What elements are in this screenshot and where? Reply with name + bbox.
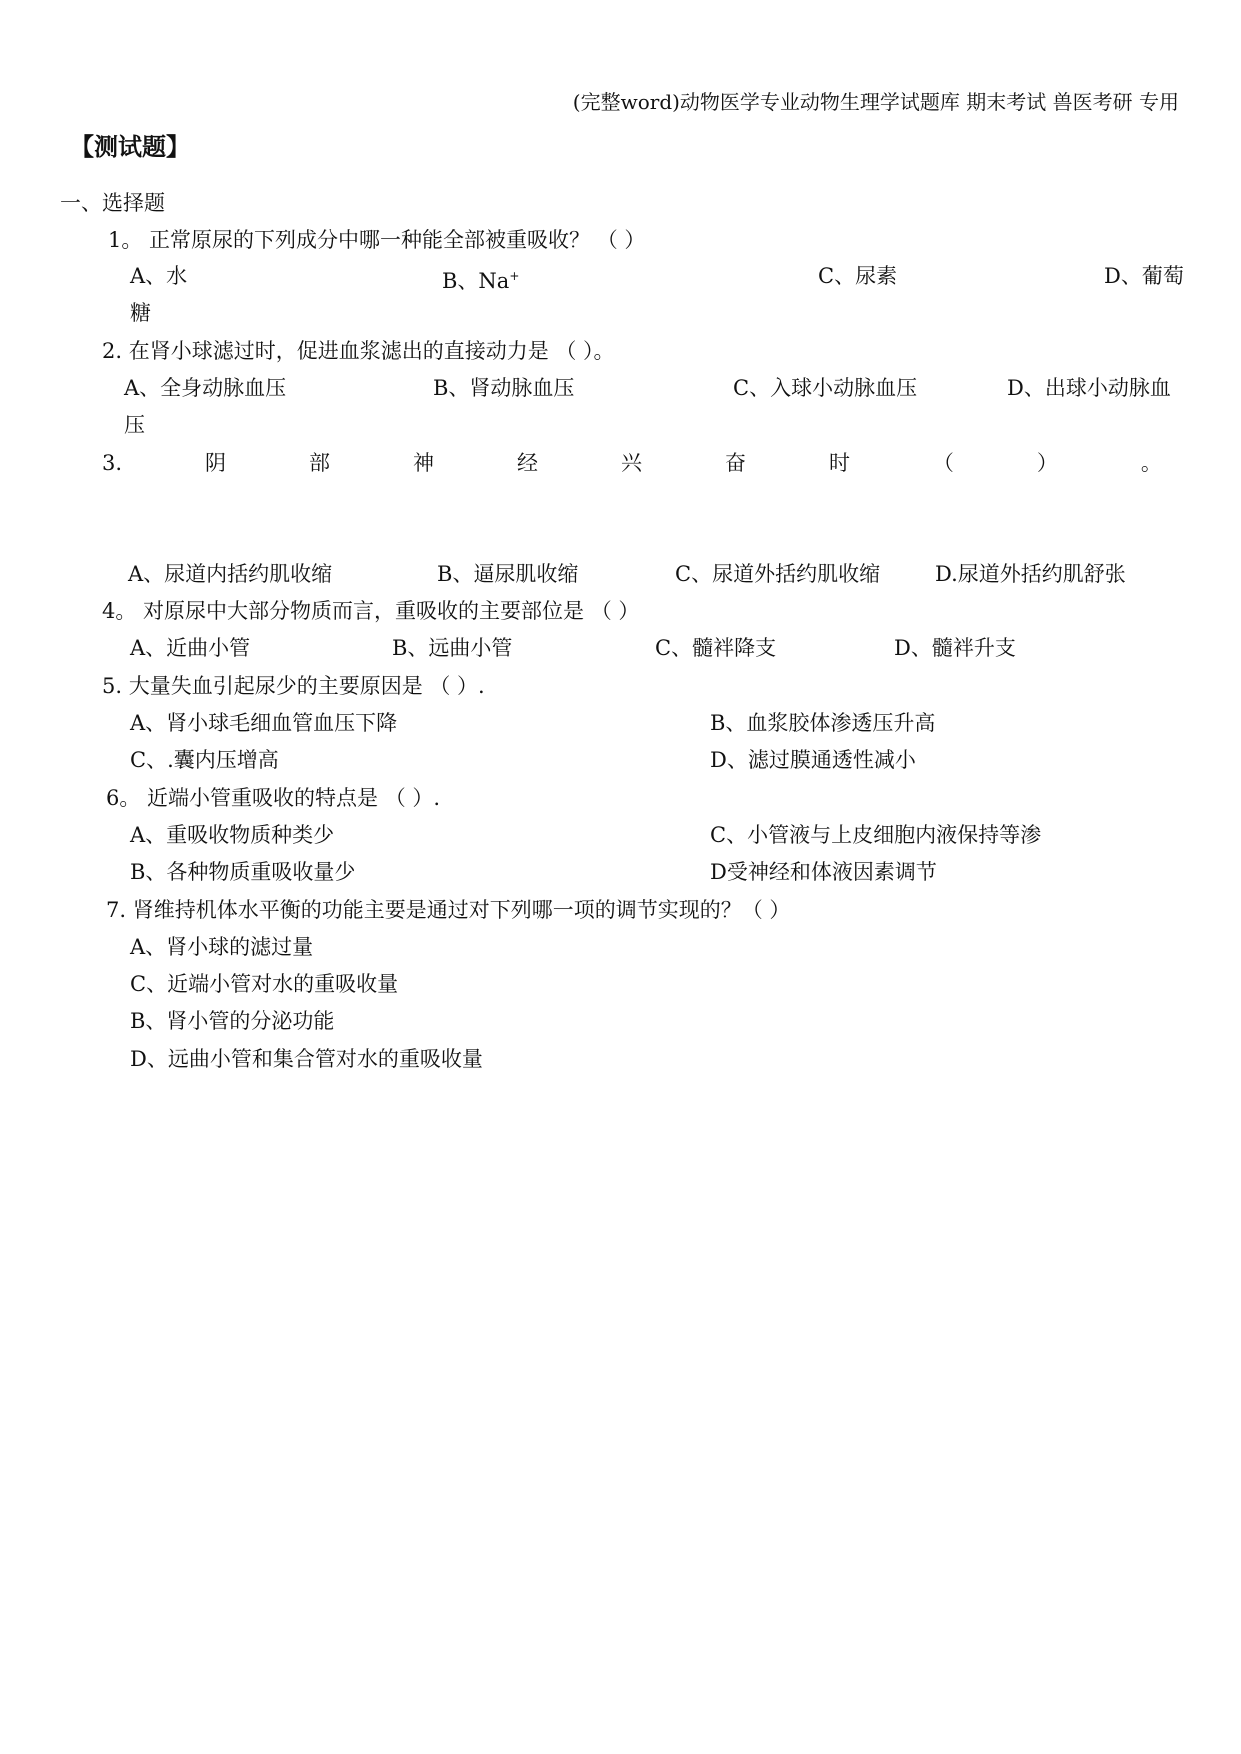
question-2-stem: 2. 在肾小球滤过时，促进血浆滤出的直接动力是 （ ）。 xyxy=(102,339,615,363)
question-3-option-c: C、尿道外括约肌收缩 xyxy=(675,562,881,586)
stem-part: 奋 xyxy=(724,451,746,475)
question-5-option-d: D、滤过膜通透性减小 xyxy=(710,748,916,772)
question-4-option-d: D、髓袢升支 xyxy=(894,636,1016,660)
stem-part: 阴 xyxy=(205,451,227,475)
question-1-option-c: C、尿素 xyxy=(818,264,898,288)
superscript-plus: + xyxy=(509,269,520,283)
question-5-option-b: B、血浆胶体渗透压升高 xyxy=(710,711,936,735)
question-6-stem: 6。 近端小管重吸收的特点是 （ ）. xyxy=(106,786,441,810)
document-title: 【测试题】 xyxy=(70,133,190,161)
question-7-stem: 7. 肾维持机体水平衡的功能主要是通过对下列哪一项的调节实现的？（ ） xyxy=(106,898,791,922)
question-7-option-a: A、肾小球的滤过量 xyxy=(130,935,314,959)
question-5-stem: 5. 大量失血引起尿少的主要原因是 （ ）. xyxy=(102,674,485,698)
question-1-stem: 1。 正常原尿的下列成分中哪一种能全部被重吸收？ （ ） xyxy=(108,228,646,252)
section-heading: 一、选择题 xyxy=(60,191,165,215)
question-5-option-a: A、肾小球毛细血管血压下降 xyxy=(130,711,398,735)
stem-part: 部 xyxy=(309,451,331,475)
stem-part: 经 xyxy=(516,451,538,475)
question-2-option-d: D、出球小动脉血 xyxy=(1007,376,1171,400)
question-1-option-a: A、水 xyxy=(130,264,188,288)
stem-part: 神 xyxy=(413,451,434,475)
stem-part: 3. xyxy=(102,451,123,475)
question-7-option-c: C、近端小管对水的重吸收量 xyxy=(130,972,399,996)
question-3-option-d: D.尿道外括约肌舒张 xyxy=(935,562,1126,586)
question-6-option-b: B、各种物质重吸收量少 xyxy=(130,860,356,884)
question-3-stem xyxy=(102,449,1162,477)
question-2-option-b: B、肾动脉血压 xyxy=(433,376,575,400)
stem-part: 时 xyxy=(828,451,850,475)
question-1-option-b xyxy=(442,262,519,295)
page-header: (完整word)动物医学专业动物生理学试题库 期末考试 兽医考研 专用 xyxy=(572,90,1179,114)
option-b-text: B、Na xyxy=(442,269,510,293)
question-7-option-d: D、远曲小管和集合管对水的重吸收量 xyxy=(130,1047,483,1071)
stem-part: （ xyxy=(932,451,954,475)
question-6-option-a: A、重吸收物质种类少 xyxy=(130,823,335,847)
question-2-option-a: A、全身动脉血压 xyxy=(124,376,287,400)
question-4-stem: 4。 对原尿中大部分物质而言，重吸收的主要部位是 （ ） xyxy=(102,599,640,623)
question-4-option-c: C、髓袢降支 xyxy=(655,636,777,660)
question-4-option-b: B、远曲小管 xyxy=(392,636,513,660)
question-2-option-d-continued: 压 xyxy=(124,413,145,437)
stem-part: 兴 xyxy=(620,451,642,475)
question-1-option-d: D、葡萄 xyxy=(1104,264,1184,288)
question-3-option-a: A、尿道内括约肌收缩 xyxy=(128,562,333,586)
question-6-option-d: D受神经和体液因素调节 xyxy=(710,860,937,884)
question-7-option-b: B、肾小管的分泌功能 xyxy=(130,1009,335,1033)
question-5-option-c: C、.囊内压增高 xyxy=(130,748,279,772)
question-4-option-a: A、近曲小管 xyxy=(130,636,251,660)
stem-part: ） xyxy=(1036,451,1058,475)
question-1-option-d-continued: 糖 xyxy=(130,301,151,325)
question-3-option-b: B、逼尿肌收缩 xyxy=(437,562,579,586)
stem-part: 。 xyxy=(1140,451,1162,475)
question-6-option-c: C、小管液与上皮细胞内液保持等渗 xyxy=(710,823,1042,847)
question-2-option-c: C、入球小动脉血压 xyxy=(733,376,918,400)
